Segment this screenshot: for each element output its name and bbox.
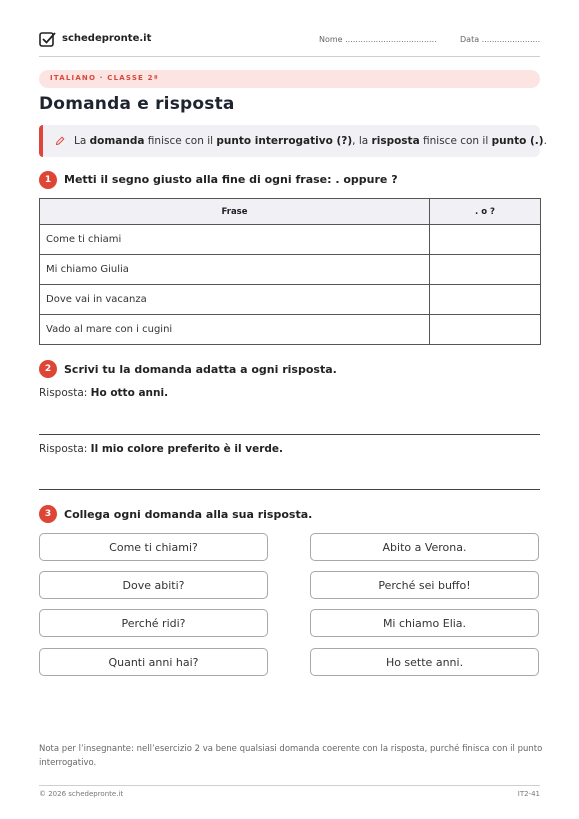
answer-cell[interactable] [430,285,541,315]
footer-divider [39,785,540,786]
punctuation-table [39,198,541,345]
tip-accent-bar [39,125,43,157]
tip-text: La domanda finisce con il punto interrogativo (?), la risposta finisce con il punto (.). [74,135,547,147]
sentence-cell: Mi chiamo Giulia [40,255,430,285]
exercise-3-title: Collega ogni domanda alla sua risposta. [64,508,313,521]
page-title: Domanda e risposta [39,94,235,114]
response-2: Risposta: Il mio colore preferito è il verde. [39,443,284,455]
question-box[interactable]: Come ti chiami? [39,533,268,561]
question-box[interactable]: Dove abiti? [39,571,268,599]
question-box[interactable]: Perché ridi? [39,609,268,637]
teacher-note: Nota per l’insegnante: nell’esercizio 2 va bene qualsiasi domanda coerente con la risposta, purché finisca con il punto interrogativo. [39,744,543,768]
sentence-cell: Vado al mare con i cugini [40,315,430,345]
answer-cell[interactable] [430,315,541,345]
exercise-1-title: Metti il segno giusto alla fine di ogni frase: . oppure ? [64,173,398,186]
brand-name: schedepronte.it [62,33,152,44]
name-field-label: Nome .................................... [319,35,437,44]
answer-box[interactable]: Perché sei buffo! [310,571,539,599]
exercise-3-number: 3 [39,505,57,523]
table-row [40,225,541,255]
answer-cell[interactable] [430,255,541,285]
table-row [40,315,541,345]
column-header-frase: Frase [40,199,430,225]
write-line-1[interactable] [39,434,540,435]
checkbox-logo-icon [39,31,56,48]
exercise-1-number: 1 [39,171,57,189]
table-row [40,285,541,315]
answer-box[interactable]: Mi chiamo Elia. [310,609,539,637]
sheet-code: IT2-41 [517,790,540,798]
sentence-cell: Dove vai in vacanza [40,285,430,315]
date-field-label: Data ....................... [460,35,541,44]
table-row [40,255,541,285]
copyright: © 2026 schedepronte.it [39,790,124,798]
answer-box[interactable]: Abito a Verona. [310,533,539,561]
table-header-row [40,199,541,225]
exercise-2-title: Scrivi tu la domanda adatta a ogni risposta. [64,363,337,376]
header-divider [39,56,540,57]
subject-label: ITALIANO · CLASSE 2ª [50,74,159,82]
question-box[interactable]: Quanti anni hai? [39,648,268,676]
response-1: Risposta: Ho otto anni. [39,387,169,399]
answer-box[interactable]: Ho sette anni. [310,648,539,676]
column-header-sign: . o ? [430,199,541,225]
write-line-2[interactable] [39,489,540,490]
answer-cell[interactable] [430,225,541,255]
sentence-cell: Come ti chiami [40,225,430,255]
pencil-icon [55,136,65,146]
exercise-2-number: 2 [39,360,57,378]
